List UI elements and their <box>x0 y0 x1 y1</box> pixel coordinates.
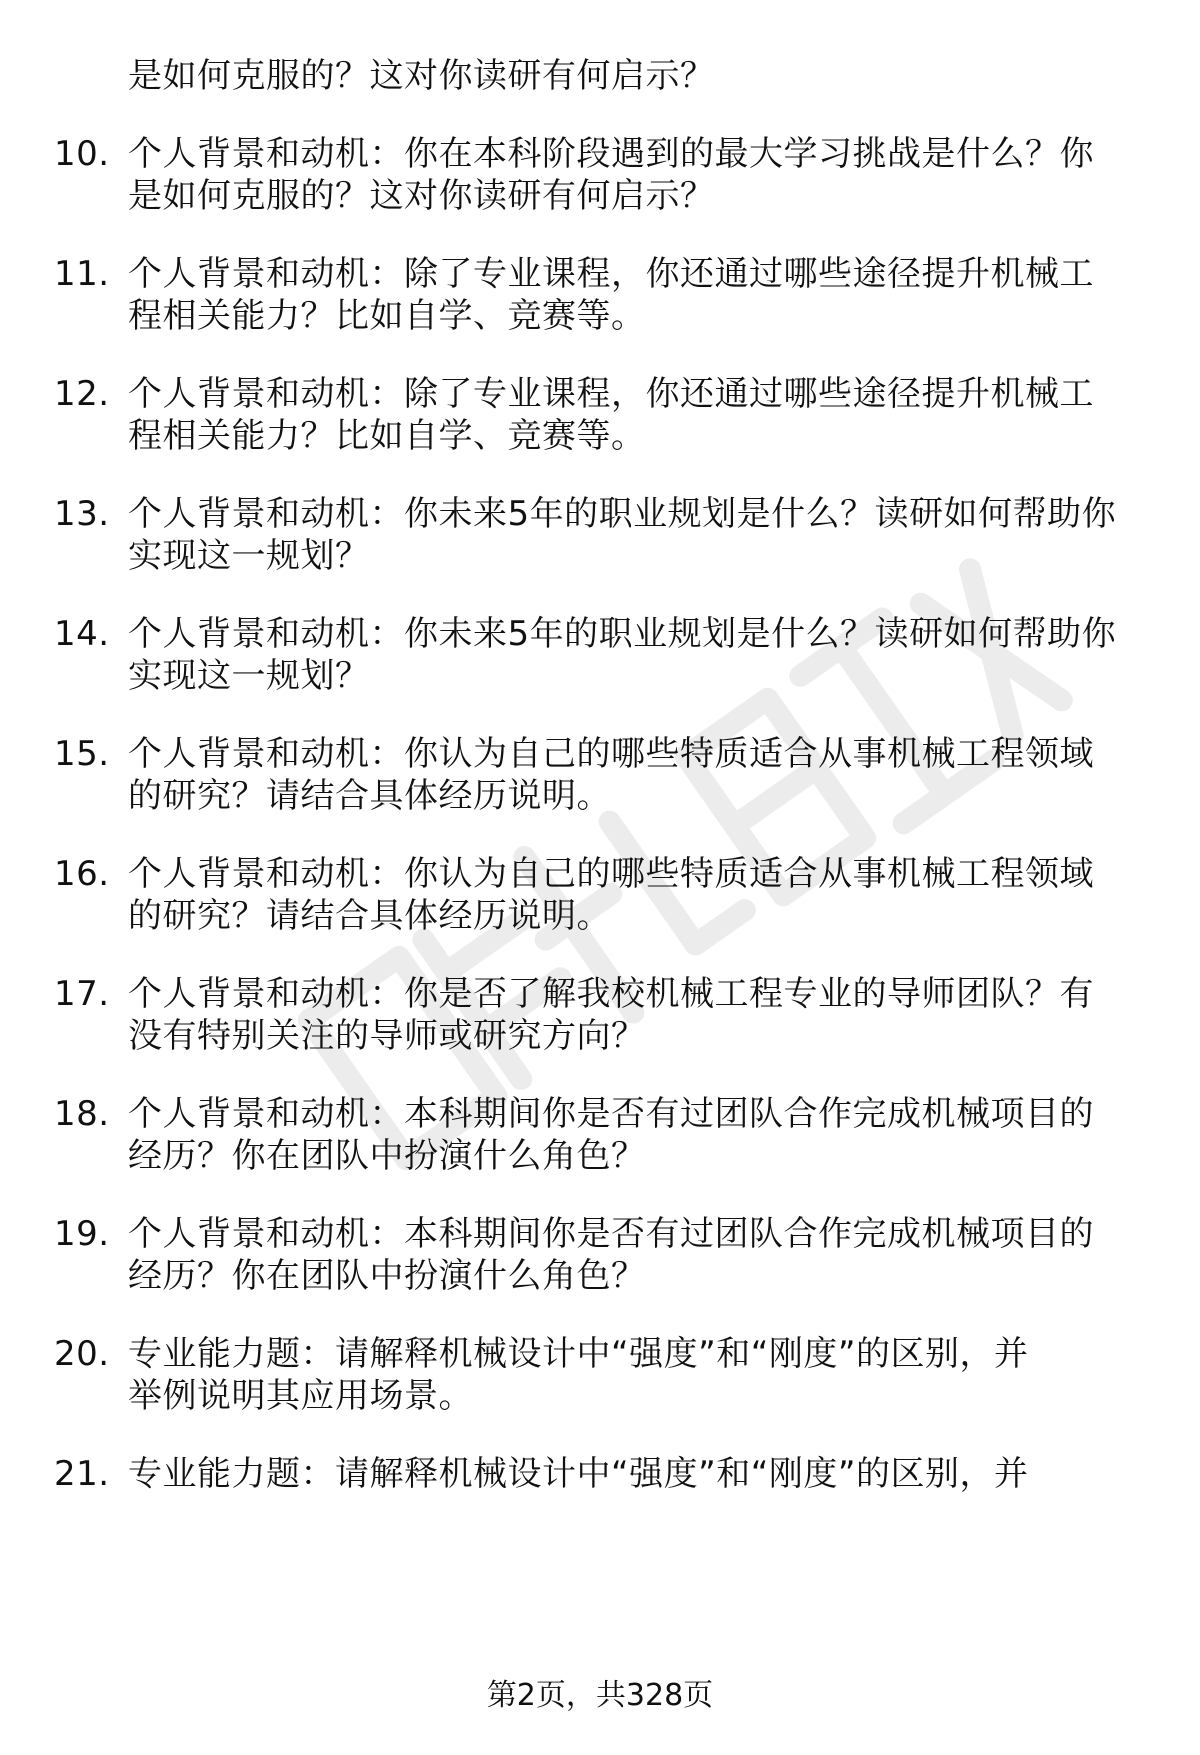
page-footer: 第2页，共328页 <box>486 1678 714 1713</box>
item-text-line1: 专业能力题：请解释机械设计中“强度”和“刚度”的区别，并 <box>128 1454 1029 1494</box>
item-text-line2: 没有特别关注的导师或研究方向？ <box>128 1016 646 1056</box>
item-number: 11. <box>54 254 110 294</box>
item-text-line1: 专业能力题：请解释机械设计中“强度”和“刚度”的区别，并 <box>128 1334 1029 1374</box>
item-number: 10. <box>54 134 110 174</box>
item-number: 12. <box>54 374 110 414</box>
item-text-line2: 实现这一规划？ <box>128 536 370 576</box>
item-text-line1: 个人背景和动机：你认为自己的哪些特质适合从事机械工程领域 <box>128 854 1094 894</box>
item-text-line2: 举例说明其应用场景。 <box>128 1376 473 1416</box>
item-text-line2: 的研究？请结合具体经历说明。 <box>128 896 611 936</box>
document-page: 是如何克服的？这对你读研有何启示？ 10. 个人背景和动机：你在本科阶段遇到的最大学习挑战是什么？你 是如何克服的？这对你读研有何启示？ 11. 个人背景和动机：除了专业课程，你还通过哪些途径提升机械工 程相关能力？比如自学、竞赛等。 12. 个人背景和动机：除了专业课程，你还通过哪些途径提升机械工 程相关能力？比如自学、竞赛等。 13. 个人背景和动机：你未来5年的职业规划是什么？读研如何帮助你 实现这一规划？ 14. 个人背景和动机：你未来5年的职业规划是什么？读研如何帮助你 实现这一规划？ 15. 个人背景和动机：你认为自己的哪些特质适合从事机械工程领域 的研究？请结合具体经历说明。 16. 个人背景和动机：你认为自己的哪些特质适合从事机械工程领域 的研究？请结合具体经历说明。 17. 个人背景和动机：你是否了解我校机械工程专业的导师团队？有 没有特别关注的导师或研究方向？ 18. 个人背景和动机：本科期间你是否有过团队合作完成机械项目的 经历？你在团队中扮演什么角色？ 19. 个人背景和动机：本科期间你是否有过团队合作完成机械项目的 经历？你在团队中扮演什么角色？ 20. 专业能力题：请解释机械设计中“强度”和“刚度”的区别，并 举例说明其应用场景。 21. 专业能力题：请解释机械设计中“强度”和“刚度”的区别，并 第2页，共328页 <box>0 0 1200 1755</box>
item-text-line2: 是如何克服的？这对你读研有何启示？ <box>128 176 715 216</box>
item-number: 13. <box>54 494 110 534</box>
item-number: 21. <box>54 1454 110 1494</box>
item-text-line1: 个人背景和动机：你认为自己的哪些特质适合从事机械工程领域 <box>128 734 1094 774</box>
item-text-line1: 个人背景和动机：你在本科阶段遇到的最大学习挑战是什么？你 <box>128 134 1094 174</box>
item-text-line2: 经历？你在团队中扮演什么角色？ <box>128 1136 646 1176</box>
item-text-line1: 个人背景和动机：本科期间你是否有过团队合作完成机械项目的 <box>128 1214 1094 1254</box>
item-text-line1: 个人背景和动机：你未来5年的职业规划是什么？读研如何帮助你 <box>128 614 1117 654</box>
item-text-line1: 个人背景和动机：除了专业课程，你还通过哪些途径提升机械工 <box>128 254 1094 294</box>
item-number: 14. <box>54 614 110 654</box>
item-text-line1: 个人背景和动机：除了专业课程，你还通过哪些途径提升机械工 <box>128 374 1094 414</box>
item-number: 17. <box>54 974 110 1014</box>
item-number: 18. <box>54 1094 110 1134</box>
item-number: 16. <box>54 854 110 894</box>
item-text-line1: 个人背景和动机：你未来5年的职业规划是什么？读研如何帮助你 <box>128 494 1117 534</box>
item-text-line2: 程相关能力？比如自学、竞赛等。 <box>128 416 646 456</box>
item-number: 20. <box>54 1334 110 1374</box>
item-text-line2: 经历？你在团队中扮演什么角色？ <box>128 1256 646 1296</box>
item-number: 19. <box>54 1214 110 1254</box>
item-text-line1: 个人背景和动机：你是否了解我校机械工程专业的导师团队？有 <box>128 974 1094 1014</box>
item-number: 15. <box>54 734 110 774</box>
item-text-line2: 程相关能力？比如自学、竞赛等。 <box>128 296 646 336</box>
item-text-line2: 的研究？请结合具体经历说明。 <box>128 776 611 816</box>
item-text-line1: 个人背景和动机：本科期间你是否有过团队合作完成机械项目的 <box>128 1094 1094 1134</box>
item-text-line2: 实现这一规划？ <box>128 656 370 696</box>
